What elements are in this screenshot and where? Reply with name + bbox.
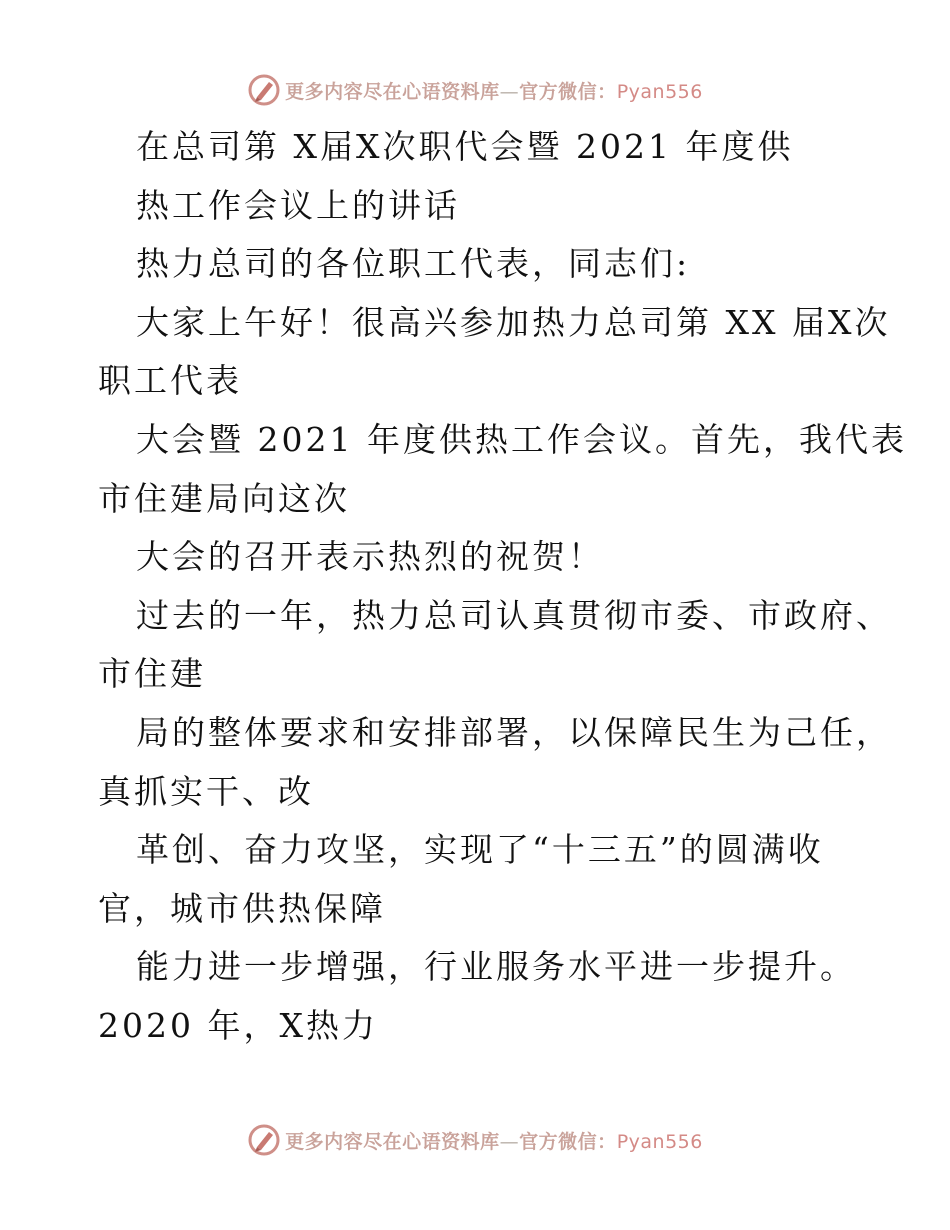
text-line: 能力进一步增强，行业服务水平进一步提升。	[136, 947, 856, 987]
text-line: 革创、奋力攻坚，实现了“十三五”的圆满收	[136, 830, 824, 870]
pen-logo-icon	[247, 73, 281, 107]
watermark-account-id: Pyan556	[616, 80, 703, 103]
watermark-separator: —	[499, 80, 520, 103]
text-line: 职工代表	[98, 361, 242, 401]
text-line: 热工作会议上的讲话	[136, 185, 460, 225]
text-line: 市住建	[98, 654, 206, 694]
document-body	[98, 118, 907, 1056]
watermark-footer	[0, 1120, 950, 1160]
text-line: 市住建局向这次	[98, 478, 350, 518]
watermark-account-label: 官方微信：	[519, 1130, 617, 1153]
text-line: 大会的召开表示热烈的祝贺！	[136, 537, 604, 577]
watermark-account-id: Pyan556	[616, 1130, 703, 1153]
watermark-header	[0, 70, 950, 110]
watermark-text	[285, 1127, 703, 1154]
text-line: 真抓实干、改	[98, 771, 314, 811]
text-line: 过去的一年，热力总司认真贯彻市委、市政府、	[136, 595, 892, 635]
pen-logo-icon	[247, 1123, 281, 1157]
watermark-text	[285, 77, 703, 104]
watermark-account-label: 官方微信：	[519, 80, 617, 103]
watermark-separator: —	[499, 1130, 520, 1153]
text-line: 官，城市供热保障	[98, 888, 386, 928]
text-line: 大会暨 2021 年度供热工作会议。首先，我代表	[136, 419, 907, 459]
text-line: 热力总司的各位职工代表，同志们:	[136, 244, 691, 284]
text-line: 在总司第 X届X次职代会暨 2021 年度供	[136, 127, 794, 166]
watermark-site: 更多内容尽在心语资料库	[285, 80, 500, 103]
watermark-site: 更多内容尽在心语资料库	[285, 1130, 500, 1153]
text-line: 局的整体要求和安排部署，以保障民生为己任，	[136, 712, 892, 752]
text-line: 大家上午好！很高兴参加热力总司第 XX 届X次	[136, 302, 891, 342]
text-line: 2020 年，X热力	[98, 1005, 378, 1045]
